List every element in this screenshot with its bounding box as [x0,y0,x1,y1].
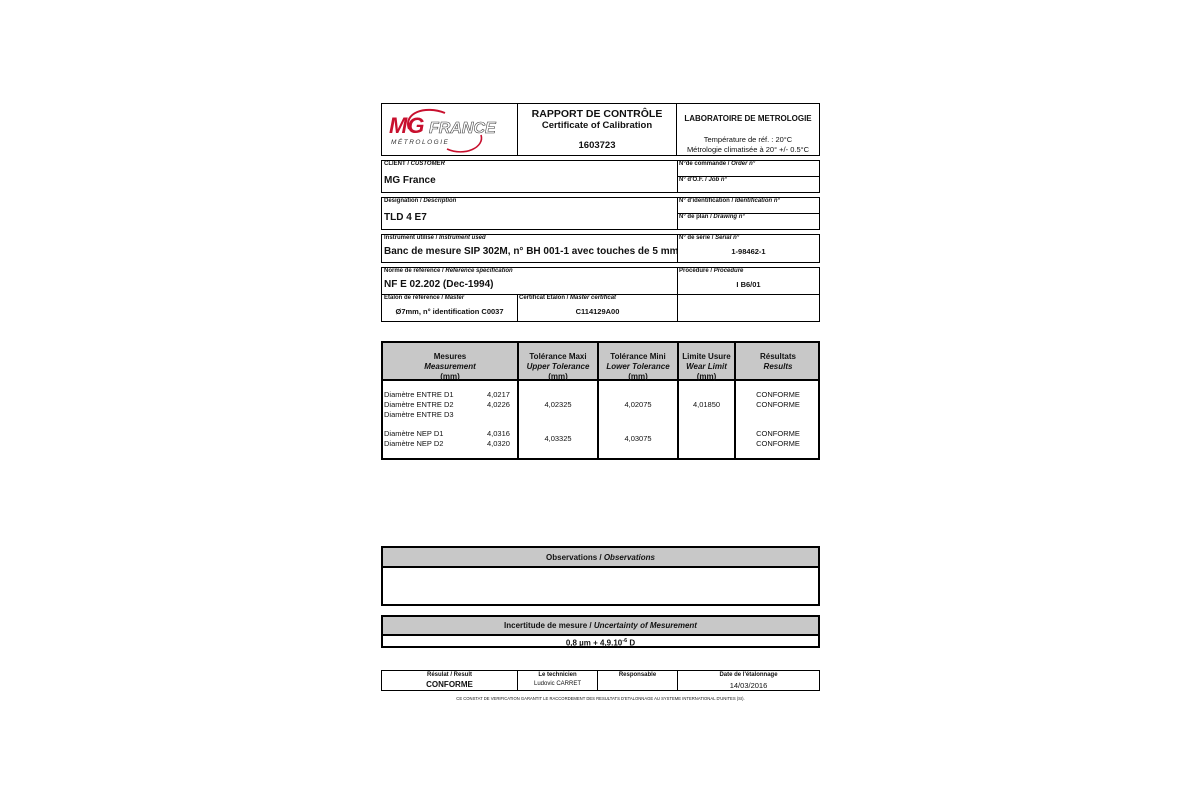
uncertainty-value: 0,8 $\mu m + 4,9.10^{-6}$ D [565,638,636,648]
cert-label: Certificat Etalon / Master certificat [519,295,617,301]
procedure-label: Procédure / Procedure [679,268,744,274]
tech-label: Le technicien [538,672,577,678]
logo-mg: MG [389,113,425,138]
uncertainty-box [381,615,820,648]
report-title-en: Certificate of Calibration [541,120,653,131]
nep-lower-tol: 4,03075 [624,434,652,443]
of-cell [677,176,820,193]
procedure-cell [677,267,820,295]
norme-cell [381,267,678,295]
col-header-lower-tol: Tolérance Mini Lower Tolerance (mm) [606,352,670,381]
ident-label: N° d'identification / Identification n° [679,198,780,204]
lab-temp: Température de réf. : 20°C [703,135,793,144]
of-label: N° d'O.F. / Job n° [679,177,727,183]
report-number: 1603723 [578,140,616,151]
col-header-measurement: Mesures Measurement (mm) [424,352,476,381]
report-title-fr: RAPPORT DE CONTRÔLE [531,108,663,120]
serial-value: 1-98462-1 [731,247,766,256]
client-value: MG France [384,175,436,186]
order-cell [677,160,820,177]
blank-cell [677,294,820,322]
designation-value: TLD 4 E7 [384,212,427,223]
table-row-label: Diamètre ENTRE D3 [384,410,454,419]
norme-label: Norme de référence / Reference specification [384,268,513,274]
cert-value: C114129A00 [575,307,620,316]
logo-metrologie: MÉTROLOGIE [391,139,450,146]
table-row-label: Diamètre NEP D1 [384,429,444,438]
client-label: CLIENT / CUSTOMER [384,161,445,167]
etalon-cell [381,294,518,322]
footer-resp-cell [597,670,678,691]
col-header-results: Résultats Results [759,352,796,371]
header-title-cell [517,103,677,156]
observations-title: Observations / Observations [383,548,818,568]
etalon-value: Ø7mm, n° identification C0037 [395,307,504,316]
instrument-value: Banc de mesure SIP 302M, n° BH 001-1 avec touches de 5 mm [384,246,679,257]
footer-date-cell [677,670,820,691]
norme-value: NF E 02.202 (Dec-1994) [384,279,494,290]
entre-lower-tol: 4,02075 [624,400,652,409]
serial-label: N° de série / Serial n° [679,235,740,241]
col-header-upper-tol: Tolérance Maxi Upper Tolerance (mm) [526,352,590,381]
entre-result-1: CONFORME [756,390,800,399]
table-row-label: Diamètre ENTRE D2 [384,400,454,409]
plan-label: N° de plan / Drawing n° [679,214,745,220]
header-logo-cell [381,103,518,156]
resp-label: Responsable [618,672,657,678]
table-row-value: 4,0217 [487,390,510,399]
nep-result-2: CONFORME [756,439,800,448]
mg-france-logo [385,107,515,155]
ident-cell [677,197,820,214]
result-value: CONFORME [426,680,473,689]
result-label: Résulat / Result [426,672,472,678]
serial-cell [677,234,820,263]
table-row-value: 4,0320 [487,439,510,448]
designation-label: Designation / Description [384,198,457,204]
lab-climate: Métrologie climatisée à 20° +/- 0.5°C [686,145,810,154]
table-row-label: Diamètre ENTRE D1 [384,390,454,399]
measure-table [381,341,820,460]
header-lab-cell [676,103,820,156]
entre-result-2: CONFORME [756,400,800,409]
cert-cell [517,294,678,322]
table-row-value: 4,0316 [487,429,510,438]
entre-wear-limit: 4,01850 [692,400,721,409]
observations-box [381,546,820,606]
etalon-label: Etalon de référence / Master [384,295,465,301]
instrument-cell [381,234,678,263]
plan-cell [677,213,820,230]
client-cell [381,160,678,193]
nep-upper-tol: 4,03325 [544,434,572,443]
table-row-label: Diamètre NEP D2 [384,439,444,448]
col-header-wear-limit: Limite Usure Wear Limit (mm) [682,352,731,381]
uncertainty-title: Incertitude de mesure / Uncertainty of Mesurement [383,617,818,636]
date-value: 14/03/2016 [729,681,768,690]
footer-disclaimer: CE CONSTAT DE VERIFICATION GARANTIT LE RACCORDEMENT DES RESULTATS D'ETALONNAGE AU SYSTEME INTERNATIONAL D'UNITES (SI). [456,696,745,701]
nep-result-1: CONFORME [756,429,800,438]
tech-name: Ludovic CARRET [533,681,581,687]
table-row-value: 4,0226 [487,400,510,409]
designation-cell [381,197,678,230]
logo-france: FRANCE [429,120,496,137]
procedure-value: I B6/01 [736,280,761,289]
instrument-label: Instrument utilisé / Instrument used [384,235,486,241]
footer-result-cell [381,670,518,691]
footer-tech-cell [517,670,598,691]
order-label: N°de commande / Order n° [679,161,756,167]
date-label: Date de l'étalonnage [719,672,778,678]
entre-upper-tol: 4,02325 [544,400,572,409]
lab-title: LABORATOIRE DE METROLOGIE [684,114,812,123]
